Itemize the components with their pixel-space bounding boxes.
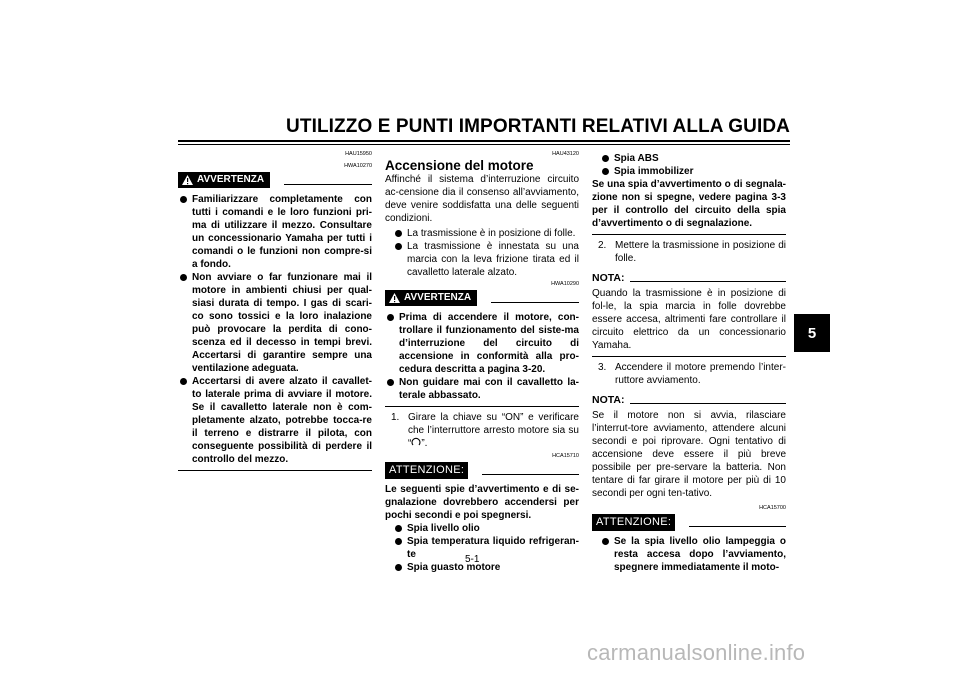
warning-list <box>178 193 372 466</box>
attention-end-rule <box>592 234 786 235</box>
indicator-light-item: Spia immobilizer <box>600 165 786 178</box>
engine-run-icon <box>411 437 421 447</box>
title-rule-thin <box>178 144 790 145</box>
warning-triangle-icon <box>389 293 400 303</box>
attention-header <box>592 514 786 531</box>
attention-header-rule <box>482 474 579 475</box>
page-number: 5-1 <box>465 554 480 565</box>
attention-item: Se la spia livello olio lampeggia o resta accesa dopo l’avviamento, spegnere immediatamente il moto- <box>600 535 786 574</box>
attention-code: HCA15700 <box>759 505 786 511</box>
attention-code: HCA15710 <box>552 453 579 459</box>
attention-badge: ATTENZIONE: <box>385 462 468 479</box>
intro-paragraph: Affinché il sistema d’interruzione circuito ac-censione dia il consenso all’avviamento, deve venire soddisfatta una delle seguenti condizioni. <box>385 174 579 224</box>
attention-text: Le seguenti spie d’avvertimento e di se-gnalazione dovrebbero accendersi per pochi secondi e poi spegnersi. <box>385 484 579 521</box>
warning-end-rule <box>385 406 579 407</box>
warning-header-rule <box>491 302 579 303</box>
watermark: carmanualsonline.info <box>587 640 806 665</box>
warning-item: Non guidare mai con il cavalletto la-terale abbassato. <box>385 376 579 402</box>
warning-badge: AVVERTENZA <box>385 290 477 306</box>
note-header-rule <box>630 403 786 404</box>
warning-header <box>178 172 372 188</box>
conditions-list <box>385 227 579 279</box>
warning-item: Familiarizzare completamente con tutti i comandi e le loro funzioni pri-ma di utilizzare il mezzo. Consultare un concessionario Yamaha per tutti i comandi o le funzioni non compre-si a fondo. <box>178 193 372 271</box>
attention-header <box>385 462 579 479</box>
warning-list <box>385 311 579 402</box>
indicator-lights-list <box>385 522 579 574</box>
attention-note: Se una spia d’avvertimento o di segnala-zione non si spegne, vedere pagina 3-3 per il controllo del circuito della spia d’avvertimento o di segnalazione. <box>592 179 786 229</box>
warning-item: Accertarsi di avere alzato il cavallet-to laterale prima di avviare il motore. Se il cavalletto laterale non è com-pletamente alzato, potrebbe tocca-re il terreno e distrarre il pilota, con conseguente possibilità di perdere il controllo del mezzo. <box>178 375 372 466</box>
warning-end-rule <box>178 470 372 471</box>
indicator-light-item: Spia ABS <box>600 152 786 165</box>
column-middle <box>385 150 579 574</box>
section-code: HAU15950 <box>345 151 372 157</box>
warning-header-rule <box>284 184 372 185</box>
step-3: 3. Accendere il motore premendo l’inter-ruttore avviamento. <box>598 362 786 386</box>
warning-item: Prima di accendere il motore, con-trollare il funzionamento del siste-ma d’interruzione del circuito di accensione in conformità alla pro-cedura descritta a pagina 3-20. <box>385 311 579 376</box>
page-title: UTILIZZO E PUNTI IMPORTANTI RELATIVI ALLA GUIDA <box>286 116 790 137</box>
indicator-lights-list <box>592 152 786 178</box>
indicator-light-item: Spia guasto motore <box>393 561 579 574</box>
chapter-tab[interactable]: 5 <box>794 314 830 352</box>
note-header: NOTA: <box>592 394 786 407</box>
indicator-light-item: Spia temperatura liquido refrigeran-te <box>393 535 579 561</box>
step-2: 2. Mettere la trasmissione in posizione di folle. <box>598 240 786 264</box>
warning-badge: AVVERTENZA <box>178 172 270 188</box>
warning-triangle-icon <box>182 175 193 185</box>
warning-code: HWA10270 <box>344 163 372 169</box>
note-text: Se il motore non si avvia, rilasciare l’interrut-tore avviamento, attendere alcuni secondi e poi riprovare. Ogni tentativo di accensione deve essere il più breve possibile per pre-servare la batteria. Non tentare di far girare il motore per più di 10 secondi per ogni ten-tativo. <box>592 410 786 499</box>
warning-item: Non avviare o far funzionare mai il motore in ambienti chiusi per qual-siasi durata di tempo. I gas di scari-co sono tossici e la loro inalazione può provocare la perdita di cono-scenza ed il decesso in tempi brevi. Accertarsi di garantire sempre una ventilazione adeguata. <box>178 271 372 375</box>
step-1: 1. Girare la chiave su “ON” e verificare che l’interruttore arresto motore sia su “ ”. <box>391 412 579 449</box>
column-right <box>592 150 786 574</box>
title-rule <box>178 140 790 142</box>
note-header: NOTA: <box>592 272 786 285</box>
section-heading: Accensione del motore <box>385 158 534 173</box>
condition-item: La trasmissione è innestata su una marcia con la leva frizione tirata ed il cavalletto laterale alzato. <box>393 240 579 279</box>
note-header-rule <box>630 281 786 282</box>
note-end-rule <box>592 356 786 357</box>
condition-item: La trasmissione è in posizione di folle. <box>393 227 579 240</box>
column-left <box>178 150 372 471</box>
warning-code: HWA10290 <box>551 281 579 287</box>
warning-header <box>385 290 579 306</box>
indicator-light-item: Spia livello olio <box>393 522 579 535</box>
note-text: Quando la trasmissione è in posizione di fol-le, la spia marcia in folle dovrebbe essere accesa, altrimenti fare controllare il circuito elettrico da un concessionario Yamaha. <box>592 288 786 351</box>
section-code: HAU43120 <box>552 151 579 157</box>
attention-list <box>592 535 786 574</box>
attention-header-rule <box>689 526 786 527</box>
attention-badge: ATTENZIONE: <box>592 514 675 531</box>
